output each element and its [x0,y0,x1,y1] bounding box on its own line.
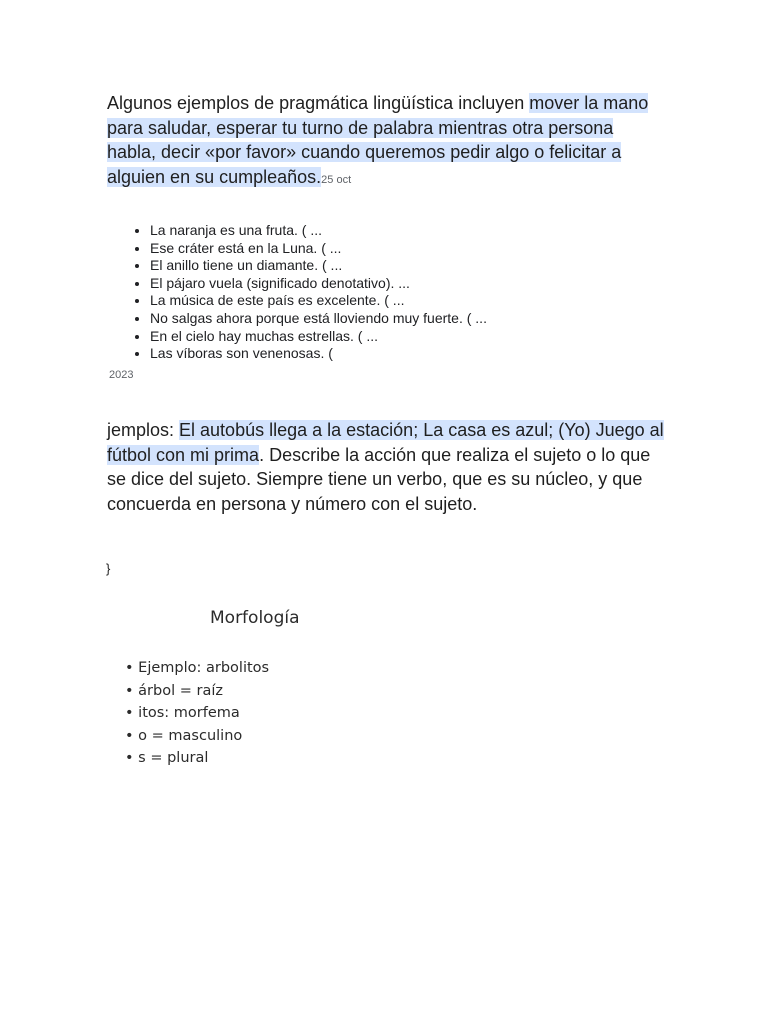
list-item: • itos: morfema [125,702,269,725]
snippet-date: 25 oct [321,173,352,186]
list-item: • Las víboras son venenosas. ( [150,345,487,363]
paragraph-intro: Algunos ejemplos de pragmática lingüística incluyen [107,93,530,113]
slide-title: Morfología [210,608,300,628]
list-item: • El anillo tiene un diamante. ( ... [150,257,487,275]
list-item: • o = masculino [125,725,269,748]
morphology-slide-image [115,600,415,780]
highlighted-snippet: mover la mano para saludar, esperar tu turno de palabra mientras otra persona habla, decir «por favor» cuando queremos pedir algo o felicitar a alguien en su cumpleaños. [107,93,649,187]
list-item: • No salgas ahora porque está lloviendo muy fuerte. ( ... [150,310,487,328]
paragraph-start: jemplos: [107,420,180,440]
list-item: • En el cielo hay muchas estrellas. ( ... [150,328,487,346]
pragmatics-paragraph [107,91,667,192]
list-item: • La música de este país es excelente. ( ... [150,292,487,310]
year-label: 2023 [109,369,134,381]
slide-list [125,657,269,770]
list-item: • s = plural [125,747,269,770]
list-item: • La naranja es una fruta. ( ... [150,222,487,240]
list-item: • El pájaro vuela (significado denotativo). ... [150,275,487,293]
list-item: • Ejemplo: arbolitos [125,657,269,680]
predicate-paragraph [107,418,667,516]
closing-brace: } [106,561,111,576]
highlighted-examples: El autobús llega a la estación; La casa es azul; (Yo) Juego al fútbol con mi prima [107,420,664,465]
list-item: • Ese cráter está en la Luna. ( ... [150,240,487,258]
list-item: • árbol = raíz [125,680,269,703]
examples-list [130,222,487,363]
paragraph-rest: . Describe la acción que realiza el sujeto o lo que se dice del sujeto. Siempre tiene un verbo, que es su núcleo, y que concuerda en persona y número con el sujeto. [107,444,651,514]
